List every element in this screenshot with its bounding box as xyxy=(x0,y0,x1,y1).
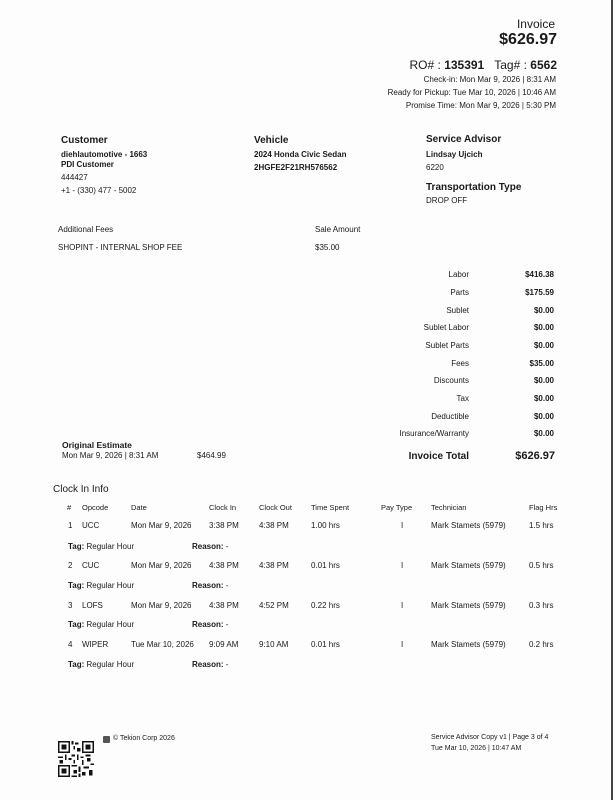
summary-label: Fees xyxy=(451,359,469,368)
row-reason xyxy=(192,542,228,551)
row-pay-type: I xyxy=(401,601,404,610)
col-header: Technician xyxy=(431,503,467,512)
row-clock-in: 9:09 AM xyxy=(209,640,239,649)
col-header: Clock In xyxy=(209,503,237,512)
row-date: Mon Mar 9, 2026 xyxy=(131,601,192,610)
row-clock-out: 9:10 AM xyxy=(259,640,289,649)
row-time-spent: 0.01 hrs xyxy=(311,640,340,649)
ro-tag-line xyxy=(410,58,558,72)
summary-value: $0.00 xyxy=(533,412,554,421)
row-num: 1 xyxy=(68,521,73,530)
summary-value: $0.00 xyxy=(533,394,554,403)
reason-value: - xyxy=(225,542,229,551)
row-pay-type: I xyxy=(401,561,404,570)
row-tag xyxy=(68,660,134,669)
row-tag xyxy=(68,620,134,629)
fees-amount-heading: Sale Amount xyxy=(315,225,361,234)
row-reason xyxy=(192,660,228,669)
summary-label: Tax xyxy=(456,394,469,403)
customer-id: 444427 xyxy=(61,173,88,182)
summary-value: $416.38 xyxy=(525,270,554,279)
qr-code-icon xyxy=(58,740,94,778)
summary-label: Sublet Parts xyxy=(425,341,469,350)
advisor-id: 6220 xyxy=(426,163,444,172)
col-header: Date xyxy=(131,503,147,512)
col-header: Flag Hrs xyxy=(529,503,558,512)
transport-heading: Transportation Type xyxy=(426,182,522,193)
reason-value: - xyxy=(225,660,229,669)
reason-label: Reason: xyxy=(192,581,224,590)
reason-value: - xyxy=(225,620,229,629)
invoice-total-label: Invoice Total xyxy=(408,451,469,462)
col-header: Clock Out xyxy=(259,503,292,512)
fees-heading: Additional Fees xyxy=(58,225,114,234)
col-header: # xyxy=(67,503,72,512)
fee-item: SHOPINT - INTERNAL SHOP FEE xyxy=(58,243,183,252)
summary-label: Insurance/Warranty xyxy=(399,429,469,438)
row-opcode: LOFS xyxy=(82,601,103,610)
row-num: 3 xyxy=(68,601,73,610)
row-opcode: UCC xyxy=(82,521,100,530)
row-num: 4 xyxy=(68,640,73,649)
reason-value: - xyxy=(225,581,229,590)
invoice-total-amount: $626.97 xyxy=(499,31,557,48)
row-pay-type: I xyxy=(401,640,404,649)
col-header: Opcode xyxy=(82,503,109,512)
row-opcode: WIPER xyxy=(82,640,109,649)
tag-value: Regular Hour xyxy=(86,542,135,551)
row-opcode: CUC xyxy=(82,561,100,570)
copyright: © Tekion Corp 2026 xyxy=(113,735,175,742)
row-reason xyxy=(192,620,228,629)
summary-value: $0.00 xyxy=(533,376,554,385)
row-time-spent: 1.00 hrs xyxy=(311,521,340,530)
row-date: Tue Mar 10, 2026 xyxy=(131,640,194,649)
summary-value: $35.00 xyxy=(529,359,554,368)
summary-label: Labor xyxy=(448,270,469,279)
customer-name: diehlautomotive - 1663 xyxy=(61,150,148,159)
col-header: Pay Type xyxy=(381,503,413,512)
tag-label: Tag: xyxy=(68,581,85,590)
clock-in-heading: Clock In Info xyxy=(53,484,109,495)
estimate-date: Mon Mar 9, 2026 | 8:31 AM xyxy=(62,451,159,460)
customer-phone: +1 - (330) 477 - 5002 xyxy=(61,186,137,195)
tag-value: Regular Hour xyxy=(86,581,135,590)
summary-value: $0.00 xyxy=(533,306,554,315)
summary-label: Deductible xyxy=(431,412,469,421)
row-clock-out: 4:38 PM xyxy=(259,561,289,570)
row-time-spent: 0.01 hrs xyxy=(311,561,340,570)
page-edge xyxy=(611,0,613,800)
row-pay-type: I xyxy=(401,521,404,530)
summary-label: Parts xyxy=(450,288,469,297)
summary-label: Sublet Labor xyxy=(423,323,469,332)
customer-heading: Customer xyxy=(61,135,108,146)
row-flag-hrs: 0.2 hrs xyxy=(529,640,554,649)
tag-label: Tag# : xyxy=(494,58,527,72)
ro-number: 135391 xyxy=(444,58,485,72)
tag-label: Tag: xyxy=(68,620,85,629)
row-technician: Mark Stamets (5979) xyxy=(431,640,506,649)
row-clock-out: 4:52 PM xyxy=(259,601,289,610)
customer-type: PDI Customer xyxy=(61,160,114,169)
ready-for-pickup: Ready for Pickup: Tue Mar 10, 2026 | 10:46 AM xyxy=(387,88,556,97)
tag-number: 6562 xyxy=(530,58,557,72)
row-clock-out: 4:38 PM xyxy=(259,521,289,530)
row-technician: Mark Stamets (5979) xyxy=(431,561,506,570)
check-in: Check-in: Mon Mar 9, 2026 | 8:31 AM xyxy=(423,75,556,84)
row-flag-hrs: 0.3 hrs xyxy=(529,601,554,610)
fee-amount: $35.00 xyxy=(315,243,340,252)
tag-label: Tag: xyxy=(68,542,85,551)
row-technician: Mark Stamets (5979) xyxy=(431,521,506,530)
row-flag-hrs: 1.5 hrs xyxy=(529,521,554,530)
invoice-title: Invoice xyxy=(516,17,555,31)
row-technician: Mark Stamets (5979) xyxy=(431,601,506,610)
transport-value: DROP OFF xyxy=(426,196,468,205)
row-time-spent: 0.22 hrs xyxy=(311,601,340,610)
col-header: Time Spent xyxy=(311,503,350,512)
vehicle-heading: Vehicle xyxy=(254,135,289,146)
summary-label: Discounts xyxy=(433,376,469,385)
row-clock-in: 4:38 PM xyxy=(209,601,239,610)
advisor-heading: Service Advisor xyxy=(426,134,502,145)
row-flag-hrs: 0.5 hrs xyxy=(529,561,554,570)
reason-label: Reason: xyxy=(192,660,224,669)
summary-value: $175.59 xyxy=(525,288,554,297)
invoice-total-value: $626.97 xyxy=(515,450,555,462)
summary-value: $0.00 xyxy=(533,341,554,350)
printed-date: Tue Mar 10, 2026 | 10:47 AM xyxy=(431,745,522,752)
tag-value: Regular Hour xyxy=(86,620,135,629)
reason-label: Reason: xyxy=(192,542,224,551)
promise-time: Promise Time: Mon Mar 9, 2026 | 5:30 PM xyxy=(405,101,556,110)
row-clock-in: 3:38 PM xyxy=(209,521,239,530)
advisor-name: Lindsay Ujcich xyxy=(426,150,483,159)
vehicle-model: 2024 Honda Civic Sedan xyxy=(254,150,347,159)
row-date: Mon Mar 9, 2026 xyxy=(131,521,192,530)
row-date: Mon Mar 9, 2026 xyxy=(131,561,192,570)
tag-value: Regular Hour xyxy=(86,660,135,669)
vehicle-vin: 2HGFE2F21RH576562 xyxy=(254,163,338,172)
tag-label: Tag: xyxy=(68,660,85,669)
ro-label: RO# : xyxy=(409,58,441,72)
summary-label: Sublet xyxy=(446,306,469,315)
row-tag xyxy=(68,581,134,590)
tekion-logo-icon xyxy=(103,736,110,743)
estimate-amount: $464.99 xyxy=(197,451,226,460)
row-reason xyxy=(192,581,228,590)
row-tag xyxy=(68,542,134,551)
summary-value: $0.00 xyxy=(533,429,554,438)
estimate-heading: Original Estimate xyxy=(62,440,132,450)
row-num: 2 xyxy=(68,561,73,570)
reason-label: Reason: xyxy=(192,620,224,629)
copy-info: Service Advisor Copy v1 | Page 3 of 4 xyxy=(431,734,549,741)
row-clock-in: 4:38 PM xyxy=(209,561,239,570)
summary-value: $0.00 xyxy=(533,323,554,332)
